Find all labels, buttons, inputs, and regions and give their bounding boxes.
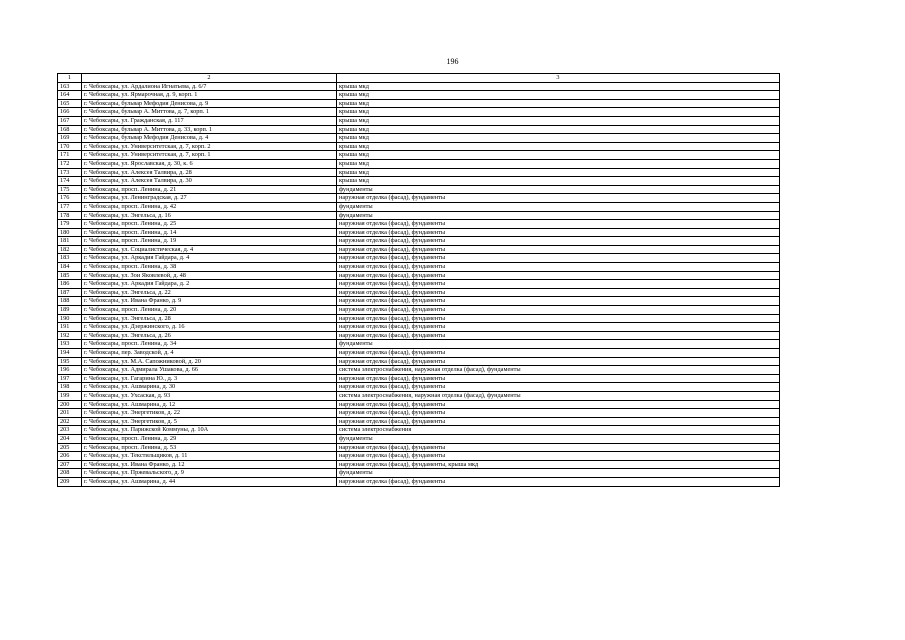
work-type: наружная отделка (фасад), фундаменты [337, 280, 780, 289]
table-row [58, 116, 780, 125]
address: г. Чебоксары, просп. Ленина, д. 25 [82, 220, 337, 229]
row-number: 193 [58, 340, 82, 349]
row-number: 197 [58, 374, 82, 383]
work-type: наружная отделка (фасад), фундаменты [337, 477, 780, 486]
address: г. Чебоксары, просп. Ленина, д. 20 [82, 306, 337, 315]
work-type: крыша мкд [337, 177, 780, 186]
table-row [58, 142, 780, 151]
table-row [58, 417, 780, 426]
work-type: крыша мкд [337, 108, 780, 117]
table-row [58, 331, 780, 340]
table-row [58, 228, 780, 237]
row-number: 203 [58, 426, 82, 435]
table-row [58, 349, 780, 358]
address: г. Чебоксары, ул. Аркадия Гайдара, д. 4 [82, 254, 337, 263]
table-row [58, 306, 780, 315]
address: г. Чебоксары, ул. Ивана Франко, д. 9 [82, 297, 337, 306]
row-number: 208 [58, 469, 82, 478]
table-row [58, 443, 780, 452]
work-type: система электроснабжения, наружная отделка (фасад), фундаменты [337, 366, 780, 375]
address: г. Чебоксары, просп. Ленина, д. 14 [82, 228, 337, 237]
row-number: 173 [58, 168, 82, 177]
table-row [58, 194, 780, 203]
row-number: 186 [58, 280, 82, 289]
work-type: наружная отделка (фасад), фундаменты [337, 417, 780, 426]
row-number: 184 [58, 263, 82, 272]
address: г. Чебоксары, ул. Ивана Франко, д. 12 [82, 460, 337, 469]
work-type: наружная отделка (фасад), фундаменты [337, 331, 780, 340]
table-row [58, 400, 780, 409]
address: г. Чебоксары, ул. Энгельса, д. 22 [82, 288, 337, 297]
address: г. Чебоксары, ул. Социалистическая, д. 4 [82, 245, 337, 254]
work-type: крыша мкд [337, 116, 780, 125]
table-row [58, 245, 780, 254]
address: г. Чебоксары, ул. Ашмарина, д. 12 [82, 400, 337, 409]
work-type: наружная отделка (фасад), фундаменты [337, 400, 780, 409]
row-number: 180 [58, 228, 82, 237]
table-row [58, 366, 780, 375]
row-number: 182 [58, 245, 82, 254]
table-row [58, 357, 780, 366]
address: г. Чебоксары, пер. Заводской, д. 4 [82, 349, 337, 358]
address: г. Чебоксары, ул. Энергетиков, д. 5 [82, 417, 337, 426]
table-row [58, 452, 780, 461]
buildings-table [57, 73, 780, 487]
table-row [58, 409, 780, 418]
work-type: фундаменты [337, 202, 780, 211]
table-header-row [58, 74, 780, 83]
page-number: 196 [446, 57, 459, 66]
row-number: 204 [58, 434, 82, 443]
row-number: 183 [58, 254, 82, 263]
table-row [58, 237, 780, 246]
work-type: наружная отделка (фасад), фундаменты [337, 271, 780, 280]
row-number: 169 [58, 134, 82, 143]
table-row [58, 99, 780, 108]
address: г. Чебоксары, ул. Энгельса, д. 28 [82, 314, 337, 323]
work-type: наружная отделка (фасад), фундаменты [337, 263, 780, 272]
work-type: система электроснабжения, наружная отделка (фасад), фундаменты [337, 391, 780, 400]
table-row [58, 177, 780, 186]
address: г. Чебоксары, ул. Алексея Талвира, д. 30 [82, 177, 337, 186]
table-row [58, 383, 780, 392]
table-row [58, 91, 780, 100]
row-number: 171 [58, 151, 82, 160]
row-number: 206 [58, 452, 82, 461]
address: г. Чебоксары, просп. Ленина, д. 29 [82, 434, 337, 443]
row-number: 163 [58, 82, 82, 91]
row-number: 188 [58, 297, 82, 306]
work-type: крыша мкд [337, 91, 780, 100]
work-type: наружная отделка (фасад), фундаменты [337, 374, 780, 383]
table-row [58, 254, 780, 263]
row-number: 170 [58, 142, 82, 151]
table-row [58, 108, 780, 117]
work-type: наружная отделка (фасад), фундаменты [337, 452, 780, 461]
address: г. Чебоксары, просп. Ленина, д. 42 [82, 202, 337, 211]
address: г. Чебоксары, ул. Дзержинского, д. 16 [82, 323, 337, 332]
table-row [58, 280, 780, 289]
work-type: наружная отделка (фасад), фундаменты [337, 297, 780, 306]
address: г. Чебоксары, ул. Университетская, д. 7, корп. 2 [82, 142, 337, 151]
work-type: наружная отделка (фасад), фундаменты [337, 306, 780, 315]
table-row [58, 202, 780, 211]
row-number: 202 [58, 417, 82, 426]
work-type: система электроснабжения [337, 426, 780, 435]
table-row [58, 391, 780, 400]
row-number: 198 [58, 383, 82, 392]
address: г. Чебоксары, ул. Ярмарочная, д. 9, корп. 1 [82, 91, 337, 100]
row-number: 190 [58, 314, 82, 323]
row-number: 205 [58, 443, 82, 452]
table-row [58, 125, 780, 134]
work-type: наружная отделка (фасад), фундаменты [337, 237, 780, 246]
work-type: наружная отделка (фасад), фундаменты, крыша мкд [337, 460, 780, 469]
work-type: фундаменты [337, 340, 780, 349]
work-type: фундаменты [337, 434, 780, 443]
address: г. Чебоксары, просп. Ленина, д. 34 [82, 340, 337, 349]
address: г. Чебоксары, просп. Ленина, д. 21 [82, 185, 337, 194]
address: г. Чебоксары, ул. Ухсаская, д. 93 [82, 391, 337, 400]
table-row [58, 168, 780, 177]
table-row [58, 469, 780, 478]
table-row [58, 460, 780, 469]
work-type: наружная отделка (фасад), фундаменты [337, 443, 780, 452]
table-row [58, 323, 780, 332]
work-type: наружная отделка (фасад), фундаменты [337, 288, 780, 297]
row-number: 178 [58, 211, 82, 220]
table-row [58, 82, 780, 91]
row-number: 192 [58, 331, 82, 340]
header-col-2: 2 [82, 74, 337, 83]
row-number: 167 [58, 116, 82, 125]
row-number: 199 [58, 391, 82, 400]
table-row [58, 151, 780, 160]
work-type: крыша мкд [337, 82, 780, 91]
row-number: 185 [58, 271, 82, 280]
address: г. Чебоксары, ул. Алексея Талвира, д. 28 [82, 168, 337, 177]
row-number: 179 [58, 220, 82, 229]
address: г. Чебоксары, ул. Ленинградская, д. 27 [82, 194, 337, 203]
row-number: 172 [58, 159, 82, 168]
table-row [58, 211, 780, 220]
work-type: крыша мкд [337, 168, 780, 177]
table-row [58, 159, 780, 168]
work-type: крыша мкд [337, 99, 780, 108]
address: г. Чебоксары, ул. Энергетиков, д. 22 [82, 409, 337, 418]
table-row [58, 374, 780, 383]
address: г. Чебоксары, ул. Зои Яковлевой, д. 48 [82, 271, 337, 280]
row-number: 164 [58, 91, 82, 100]
work-type: наружная отделка (фасад), фундаменты [337, 220, 780, 229]
row-number: 187 [58, 288, 82, 297]
row-number: 174 [58, 177, 82, 186]
address: г. Чебоксары, ул. Пржевальского, д. 9 [82, 469, 337, 478]
row-number: 165 [58, 99, 82, 108]
address: г. Чебоксары, ул. Ашмарина, д. 44 [82, 477, 337, 486]
row-number: 201 [58, 409, 82, 418]
work-type: наружная отделка (фасад), фундаменты [337, 323, 780, 332]
work-type: наружная отделка (фасад), фундаменты [337, 409, 780, 418]
address: г. Чебоксары, просп. Ленина, д. 38 [82, 263, 337, 272]
work-type: крыша мкд [337, 159, 780, 168]
work-type: фундаменты [337, 211, 780, 220]
table-row [58, 340, 780, 349]
address: г. Чебоксары, ул. Аркадия Гайдара, д. 2 [82, 280, 337, 289]
row-number: 181 [58, 237, 82, 246]
work-type: крыша мкд [337, 151, 780, 160]
work-type: наружная отделка (фасад), фундаменты [337, 254, 780, 263]
work-type: наружная отделка (фасад), фундаменты [337, 228, 780, 237]
table-row [58, 134, 780, 143]
table-body [58, 74, 780, 487]
table-row [58, 288, 780, 297]
work-type: наружная отделка (фасад), фундаменты [337, 357, 780, 366]
address: г. Чебоксары, ул. Энгельса, д. 26 [82, 331, 337, 340]
address: г. Чебоксары, ул. Парижской Коммуны, д. 10А [82, 426, 337, 435]
table-row [58, 185, 780, 194]
table-row [58, 434, 780, 443]
work-type: наружная отделка (фасад), фундаменты [337, 349, 780, 358]
row-number: 207 [58, 460, 82, 469]
row-number: 166 [58, 108, 82, 117]
row-number: 176 [58, 194, 82, 203]
address: г. Чебоксары, просп. Ленина, д. 19 [82, 237, 337, 246]
address: г. Чебоксары, ул. Гагарина Ю., д. 3 [82, 374, 337, 383]
address: г. Чебоксары, ул. Ярославская, д. 30, к. 6 [82, 159, 337, 168]
work-type: крыша мкд [337, 125, 780, 134]
table-row [58, 314, 780, 323]
work-type: наружная отделка (фасад), фундаменты [337, 245, 780, 254]
table-row [58, 271, 780, 280]
address: г. Чебоксары, ул. Ардалиона Игнатьева, д. 6/7 [82, 82, 337, 91]
address: г. Чебоксары, ул. Гражданская, д. 117 [82, 116, 337, 125]
address: г. Чебоксары, ул. Университетская, д. 7, корп. 1 [82, 151, 337, 160]
table-row [58, 220, 780, 229]
address: г. Чебоксары, ул. М.А. Сапожниковой, д. 20 [82, 357, 337, 366]
work-type: наружная отделка (фасад), фундаменты [337, 314, 780, 323]
table-row [58, 297, 780, 306]
address: г. Чебоксары, бульвар А. Миттова, д. 33, корп. 1 [82, 125, 337, 134]
table-row [58, 426, 780, 435]
work-type: наружная отделка (фасад), фундаменты [337, 194, 780, 203]
header-col-3: 3 [337, 74, 780, 83]
address: г. Чебоксары, ул. Адмирала Ушакова, д. 66 [82, 366, 337, 375]
address: г. Чебоксары, бульвар Мефодия Денисова, д. 9 [82, 99, 337, 108]
address: г. Чебоксары, бульвар Мефодия Денисова, д. 4 [82, 134, 337, 143]
row-number: 175 [58, 185, 82, 194]
row-number: 194 [58, 349, 82, 358]
row-number: 177 [58, 202, 82, 211]
address: г. Чебоксары, ул. Текстильщиков, д. 11 [82, 452, 337, 461]
address: г. Чебоксары, ул. Ашмарина, д. 30 [82, 383, 337, 392]
table-row [58, 263, 780, 272]
table-row [58, 477, 780, 486]
row-number: 168 [58, 125, 82, 134]
work-type: крыша мкд [337, 134, 780, 143]
row-number: 191 [58, 323, 82, 332]
header-col-1: 1 [58, 74, 82, 83]
row-number: 209 [58, 477, 82, 486]
row-number: 196 [58, 366, 82, 375]
address: г. Чебоксары, просп. Ленина, д. 53 [82, 443, 337, 452]
address: г. Чебоксары, бульвар А. Миттова, д. 7, корп. 1 [82, 108, 337, 117]
work-type: фундаменты [337, 185, 780, 194]
row-number: 195 [58, 357, 82, 366]
work-type: крыша мкд [337, 142, 780, 151]
address: г. Чебоксары, ул. Энгельса, д. 16 [82, 211, 337, 220]
work-type: наружная отделка (фасад), фундаменты [337, 383, 780, 392]
row-number: 189 [58, 306, 82, 315]
work-type: фундаменты [337, 469, 780, 478]
row-number: 200 [58, 400, 82, 409]
